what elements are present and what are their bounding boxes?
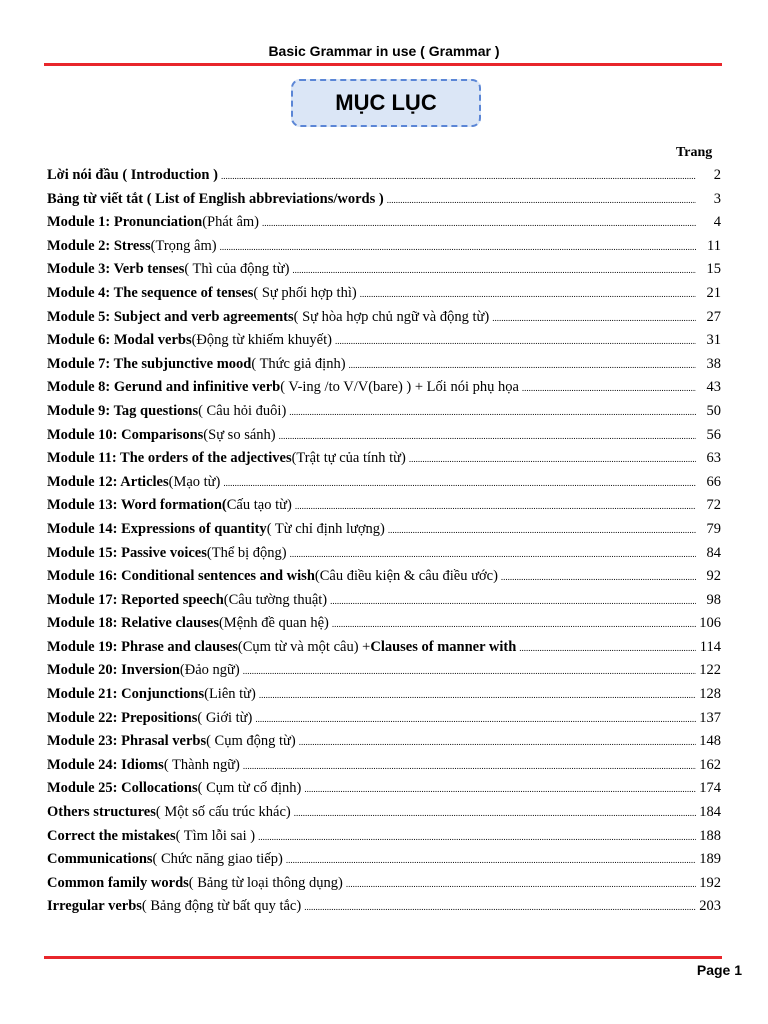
toc-entry-page: 162 (699, 756, 721, 773)
toc-entry-page: 192 (699, 874, 721, 891)
toc-entry-description: ( Cụm từ cố định) (197, 780, 302, 797)
dot-leader (349, 354, 696, 377)
toc-entry-page: 84 (706, 544, 721, 561)
toc-entry-label: Module 25: Collocations (47, 780, 198, 797)
dot-leader (360, 283, 696, 306)
toc-entry (47, 895, 721, 919)
toc-entry-label: Module 3: Verb tenses (47, 261, 185, 278)
toc-entry (47, 306, 721, 330)
toc-entry (47, 636, 721, 660)
page-header-title: Basic Grammar in use ( Grammar ) (268, 43, 500, 59)
toc-entry-label: Module 24: Idioms (47, 756, 164, 773)
toc-entry-label: Module 20: Inversion (47, 662, 180, 679)
dot-leader (295, 495, 696, 518)
toc-entry-description: ( Sự phối hợp thì) (253, 284, 357, 301)
toc-entry-page: 31 (706, 332, 721, 349)
toc-entry-description: ( Cụm động từ) (206, 733, 296, 750)
toc-entry-page: 137 (699, 709, 721, 726)
toc-entry-description: (Sự so sánh) (203, 426, 276, 443)
toc-entry (47, 282, 721, 306)
toc-entry (47, 542, 721, 566)
toc-entry-label: Common family words (47, 874, 189, 891)
dot-leader (346, 873, 696, 896)
toc-entry-page: 114 (699, 638, 721, 655)
dot-leader (286, 849, 696, 872)
toc-entry-label: Lời nói đầu ( Introduction ) (47, 167, 218, 183)
toc-entry-description: Cấu tạo từ) (226, 497, 292, 514)
toc-entry-description: (Phát âm) (202, 214, 259, 231)
toc-entry-page: 4 (713, 214, 721, 231)
toc-entry-page: 148 (699, 733, 721, 750)
toc-title-box (291, 79, 481, 127)
toc-entry-label: Module 16: Conditional sentences and wish (47, 568, 315, 585)
toc-title: MỤC LỤC (335, 90, 437, 115)
toc-entry (47, 730, 721, 754)
toc-entry-page: 38 (706, 355, 721, 372)
dot-leader (221, 165, 696, 188)
toc-entry-page: 122 (699, 662, 721, 679)
dot-leader (332, 613, 696, 636)
toc-entry-page: 98 (706, 591, 721, 608)
toc-entry-page: 27 (706, 308, 721, 325)
header-divider (44, 63, 722, 66)
toc-entry-label: Module 12: Articles (47, 473, 169, 490)
toc-entry-description: (Câu điều kiện & câu điều ước) (314, 568, 498, 585)
toc-entry-page: 106 (699, 615, 721, 632)
page-column-label: Trang (676, 145, 713, 160)
dot-leader (388, 519, 696, 542)
dot-leader (304, 896, 696, 919)
toc-entry-description: ( Tìm lỗi sai ) (175, 827, 256, 844)
dot-leader (292, 259, 696, 282)
toc-entry (47, 683, 721, 707)
toc-entry-page: 56 (706, 426, 721, 443)
dot-leader (304, 778, 696, 801)
toc-entry (47, 471, 721, 495)
toc-entry (47, 494, 721, 518)
toc-entry-description: (Mệnh đề quan hệ) (218, 615, 329, 632)
toc-entry-page: 189 (699, 851, 721, 868)
toc-entry-label: Module 10: Comparisons (47, 426, 204, 443)
toc-entry-description: (Mạo từ) (168, 473, 221, 490)
dot-leader (294, 802, 696, 825)
dot-leader (243, 660, 696, 683)
toc-entry-description: (Liên từ) (204, 686, 256, 703)
toc-entry-page: 43 (706, 379, 721, 396)
toc-entry (47, 848, 721, 872)
toc-entry-label: Module 13: Word formation( (47, 497, 227, 514)
toc-entry (47, 565, 721, 589)
dot-leader (501, 566, 696, 589)
toc-entry (47, 825, 721, 849)
toc-entry (47, 589, 721, 613)
dot-leader (519, 637, 696, 660)
toc-entry-label: Module 17: Reported speech (47, 591, 224, 608)
dot-leader (492, 307, 696, 330)
toc-entry-page: 21 (706, 284, 721, 301)
toc-entry-extra: Clauses of manner with (370, 638, 517, 655)
toc-entry-description: ( Từ chỉ định lượng) (266, 520, 385, 537)
toc-entry-description: (Cụm từ và một câu) + (237, 638, 371, 655)
toc-entry-label: Module 5: Subject and verb agreements (47, 308, 294, 325)
toc-entry-label: Bảng từ viết tắt ( List of English abbreviations/words ) (47, 190, 384, 207)
toc-entry (47, 235, 721, 259)
toc-entry-description: ( Thì của động từ) (184, 261, 290, 278)
toc-entry-label: Irregular verbs (47, 898, 142, 915)
toc-entry-page: 92 (706, 568, 721, 585)
toc-entry-description: ( V-ing /to V/V(bare) ) + Lối nói phụ họa (280, 379, 519, 396)
toc-entry-label: Correct the mistakes (47, 827, 176, 844)
toc-entry-page: 184 (699, 804, 721, 821)
toc-entry-label: Module 6: Modal verbs (47, 332, 192, 349)
toc-entry-description: ( Chức năng giao tiếp) (152, 851, 283, 868)
toc-entry (47, 258, 721, 282)
toc-entry-label: Module 8: Gerund and infinitive verb (47, 379, 281, 396)
toc-entry (47, 164, 721, 188)
toc-entry (47, 447, 721, 471)
dot-leader (330, 590, 696, 613)
toc-entry-page: 50 (706, 402, 721, 419)
toc-entry-page: 3 (713, 190, 721, 207)
toc-entry (47, 612, 721, 636)
dot-leader (289, 401, 696, 424)
toc-entry (47, 754, 721, 778)
toc-entry-description: (Trọng âm) (150, 237, 217, 254)
toc-entry (47, 400, 721, 424)
toc-entry-label: Module 18: Relative clauses (47, 615, 219, 632)
toc-entry-description: ( Bảng động từ bất quy tắc) (141, 898, 302, 915)
toc-entry-description: (Thể bị động) (206, 544, 287, 561)
toc-entry-label: Module 4: The sequence of tenses (47, 284, 254, 301)
dot-leader (409, 448, 696, 471)
toc-entry-label: Communications (47, 851, 153, 868)
toc-entry (47, 872, 721, 896)
toc-entry-description: (Đảo ngữ) (179, 662, 240, 679)
toc-entry (47, 188, 721, 212)
page-number: Page 1 (696, 962, 742, 978)
toc-entry-label: Module 11: The orders of the adjectives (47, 450, 292, 467)
dot-leader (258, 826, 696, 849)
toc-entry-label: Module 9: Tag questions (47, 402, 199, 419)
dot-leader (335, 330, 696, 353)
toc-entry-description: ( Giới từ) (197, 709, 253, 726)
dot-leader (262, 212, 696, 235)
toc-entry-page: 174 (699, 780, 721, 797)
toc-entry-description: ( Một số cấu trúc khác) (155, 804, 291, 821)
dot-leader (259, 684, 696, 707)
dot-leader (522, 377, 696, 400)
toc-entry-page: 128 (699, 686, 721, 703)
toc-entry-description: (Trật tự của tính từ) (291, 450, 406, 467)
toc-entry-label: Module 19: Phrase and clauses (47, 638, 238, 655)
dot-leader (223, 472, 696, 495)
toc-entry-label: Others structures (47, 804, 156, 821)
toc-entry-description: ( Sự hòa hợp chủ ngữ và động từ) (293, 308, 490, 325)
toc-entry-description: (Câu tường thuật) (223, 591, 328, 608)
toc-entry (47, 777, 721, 801)
toc-entry (47, 801, 721, 825)
toc-entry-page: 79 (706, 520, 721, 537)
toc-entry-label: Module 14: Expressions of quantity (47, 520, 267, 537)
toc-entry-label: Module 22: Prepositions (47, 709, 198, 726)
toc-entry-label: Module 21: Conjunctions (47, 686, 205, 703)
toc-entry-label: Module 2: Stress (47, 237, 151, 254)
toc-entry (47, 518, 721, 542)
toc-entry-description: ( Bảng từ loại thông dụng) (188, 874, 343, 891)
toc-entry-page: 72 (706, 497, 721, 514)
dot-leader (290, 543, 696, 566)
toc-entry (47, 659, 721, 683)
toc-entry (47, 353, 721, 377)
toc-entry-page: 2 (713, 167, 721, 183)
dot-leader (299, 731, 696, 754)
toc-entry-description: ( Câu hỏi đuôi) (198, 402, 287, 419)
toc-entry-description: ( Thức giả định) (251, 355, 346, 372)
toc-entry-label: Module 1: Pronunciation (47, 214, 203, 231)
toc-entry-description: (Động từ khiếm khuyết) (191, 332, 332, 349)
toc-entry-page: 66 (706, 473, 721, 490)
dot-leader (255, 708, 696, 731)
dot-leader (387, 189, 696, 212)
toc-entry-page: 15 (706, 261, 721, 278)
footer-divider (44, 956, 722, 959)
toc-entry (47, 329, 721, 353)
toc-entry (47, 376, 721, 400)
table-of-contents (47, 164, 721, 919)
dot-leader (243, 755, 696, 778)
toc-entry (47, 424, 721, 448)
toc-entry-label: Module 15: Passive voices (47, 544, 207, 561)
toc-entry-page: 63 (706, 450, 721, 467)
toc-entry-label: Module 7: The subjunctive mood (47, 355, 252, 372)
toc-entry-description: ( Thành ngữ) (163, 756, 240, 773)
toc-entry (47, 707, 721, 731)
toc-entry-page: 11 (707, 237, 721, 254)
toc-entry-page: 203 (699, 898, 721, 915)
dot-leader (220, 236, 696, 259)
toc-entry (47, 211, 721, 235)
toc-entry-page: 188 (699, 827, 721, 844)
dot-leader (279, 425, 696, 448)
toc-entry-label: Module 23: Phrasal verbs (47, 733, 207, 750)
